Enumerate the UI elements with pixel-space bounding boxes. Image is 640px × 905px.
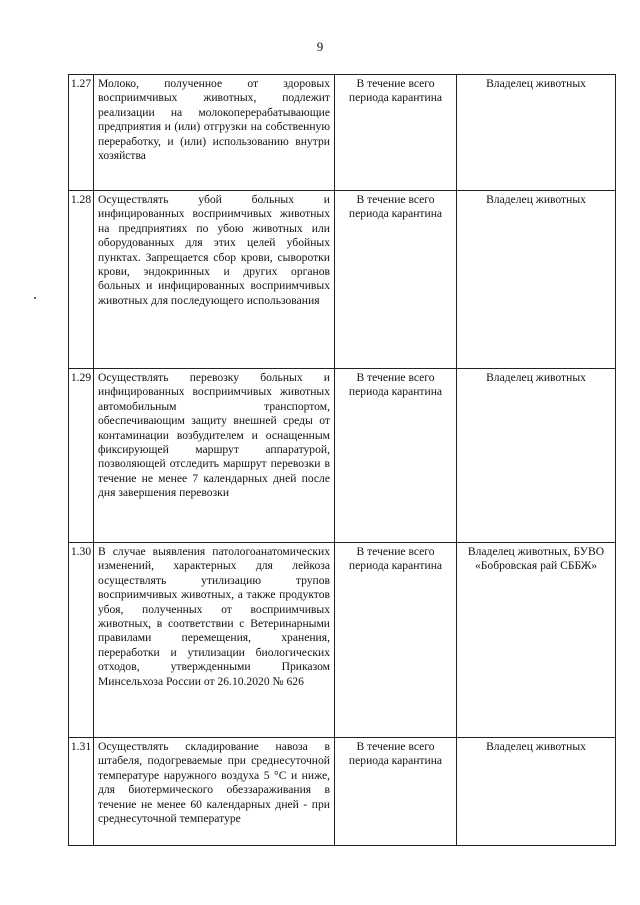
measures-table <box>68 74 616 846</box>
measure-term: В течение всего периода карантина <box>335 75 457 191</box>
measure-term: В течение всего периода карантина <box>335 738 457 846</box>
measure-term: В течение всего периода карантина <box>335 369 457 543</box>
row-number: 1.29 <box>69 369 94 543</box>
measure-term: В течение всего периода карантина <box>335 543 457 738</box>
row-number: 1.31 <box>69 738 94 846</box>
measure-text: Осуществлять убой больных и инфицированных восприимчивых животных на предприятиях по убою животных или оборудованных для этих целей убойных пунктах. Запрещается сбор крови, сыворотки крови, эндокринных и других органов больных и инфицированных восприимчивых животных для последующего использования <box>94 191 335 369</box>
measure-term: В течение всего периода карантина <box>335 191 457 369</box>
table-row <box>69 369 616 543</box>
measure-text: Осуществлять складирование навоза в штабеля, подогреваемые при среднесуточной температуре наружного воздуха 5 °С и ниже, для биотермического обеззараживания в течение не менее 60 календарных дней - при среднесуточной температуре <box>94 738 335 846</box>
measure-text: В случае выявления патологоанатомических изменений, характерных для лейкоза осуществлять утилизацию трупов восприимчивых животных, а также продуктов убоя, полученных от восприимчивых животных, в соответствии с Ветеринарными правилами перемещения, хранения, переработки и утилизации биологических отходов, утвержденными Приказом Минсельхоза России от 26.10.2020 № 626 <box>94 543 335 738</box>
measure-text: Молоко, полученное от здоровых восприимчивых животных, подлежит реализации на молокоперерабатывающие предприятия и (или) отгрузки на собственную переработку, и (или) использованию внутри хозяйства <box>94 75 335 191</box>
measure-responsible: Владелец животных <box>457 738 616 846</box>
table-row <box>69 543 616 738</box>
measure-responsible: Владелец животных, БУВО «Бобровская рай СББЖ» <box>457 543 616 738</box>
row-number: 1.27 <box>69 75 94 191</box>
measure-responsible: Владелец животных <box>457 191 616 369</box>
page-number: 9 <box>316 39 324 54</box>
measure-text: Осуществлять перевозку больных и инфицированных восприимчивых животных автомобильным транспортом, обеспечивающим защиту внешней среды от контаминации возбудителем и оснащенным фиксирующей маршрут аппаратурой, позволяющей отследить маршрут перевозки в течение не менее 7 календарных дней после дня завершения перевозки <box>94 369 335 543</box>
table-row <box>69 191 616 369</box>
scan-speck <box>34 297 36 299</box>
row-number: 1.28 <box>69 191 94 369</box>
measure-responsible: Владелец животных <box>457 75 616 191</box>
row-number: 1.30 <box>69 543 94 738</box>
table-row <box>69 738 616 846</box>
measure-responsible: Владелец животных <box>457 369 616 543</box>
table-row <box>69 75 616 191</box>
